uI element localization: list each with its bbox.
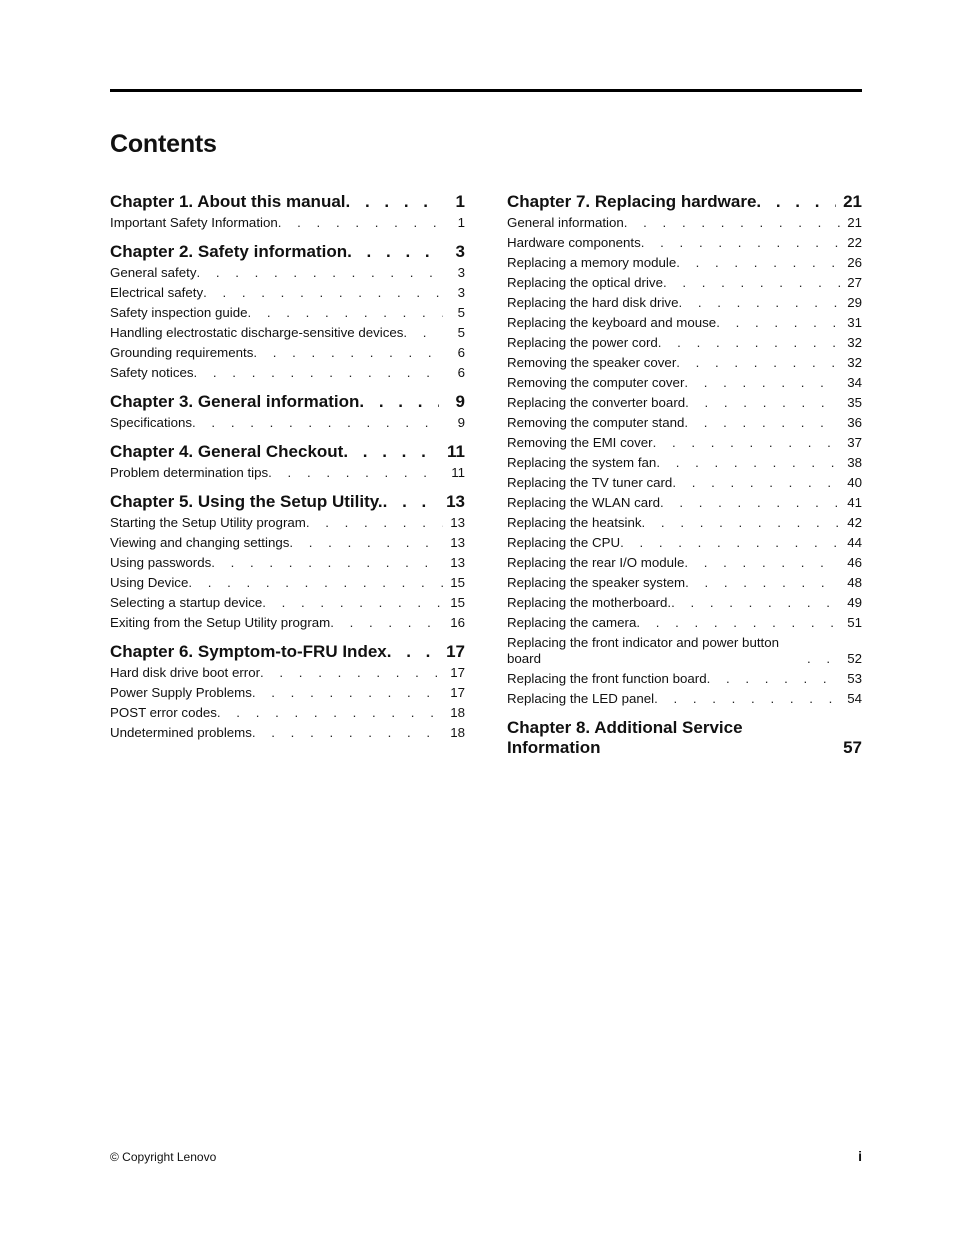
toc-entry-link[interactable] (507, 215, 862, 231)
toc-entry-link[interactable] (110, 575, 465, 591)
chapter-page-number: 13 (446, 492, 465, 511)
dot-leader (684, 555, 840, 571)
entry-title: POST error codes (110, 705, 217, 720)
toc-entry-link[interactable] (110, 305, 465, 321)
entry-title: Replacing the CPU (507, 535, 621, 550)
entry-title: Replacing the front indicator and power button board (507, 635, 780, 666)
dot-leader (678, 295, 840, 311)
chapter-entries (110, 265, 465, 381)
chapter-entries (110, 665, 465, 741)
chapter-page-number: 3 (455, 242, 465, 261)
toc-entry-link[interactable] (110, 665, 465, 681)
toc-entry-link[interactable] (110, 515, 465, 531)
chapter-heading-link[interactable] (110, 242, 465, 262)
entry-page-number: 53 (847, 671, 862, 686)
chapter-entries (110, 415, 465, 431)
toc-left-column (110, 192, 465, 752)
entry-page-number: 40 (847, 475, 862, 490)
entry-page-number: 31 (847, 315, 862, 330)
entry-title: Power Supply Problems (110, 685, 252, 700)
chapter-entries (110, 515, 465, 631)
dot-leader (278, 215, 443, 231)
entry-title: Replacing the hard disk drive (507, 295, 679, 310)
entry-page-number: 38 (847, 455, 862, 470)
entry-page-number: 49 (847, 595, 862, 610)
chapter-heading-link[interactable] (110, 442, 465, 462)
dot-leader (194, 365, 443, 381)
toc-chapter (507, 192, 862, 707)
toc-entry-link[interactable] (507, 515, 862, 531)
chapter-heading-link[interactable] (507, 718, 862, 758)
entry-title: Replacing the heatsink (507, 515, 642, 530)
entry-page-number: 36 (847, 415, 862, 430)
entry-page-number: 35 (847, 395, 862, 410)
entry-page-number: 27 (847, 275, 862, 290)
chapter-title: Chapter 7. Replacing hardware (507, 192, 757, 211)
dot-leader (685, 395, 840, 411)
entry-page-number: 22 (847, 235, 862, 250)
dot-leader (636, 615, 840, 631)
dot-leader (807, 651, 840, 667)
toc-entry-link[interactable] (110, 345, 465, 361)
toc-entry-link[interactable] (110, 465, 465, 481)
dot-leader (343, 442, 439, 462)
toc-entry-link[interactable] (507, 615, 862, 631)
entry-title: Removing the computer cover (507, 375, 685, 390)
dot-leader (260, 665, 443, 681)
dot-leader (660, 495, 840, 511)
toc-entry-link[interactable] (507, 495, 862, 511)
dot-leader (252, 685, 443, 701)
entry-title: Grounding requirements (110, 345, 254, 360)
dot-leader (330, 615, 443, 631)
entry-title: Replacing the front function board (507, 671, 707, 686)
toc-entry-link[interactable] (507, 295, 862, 311)
entry-page-number: 26 (847, 255, 862, 270)
entry-page-number: 44 (847, 535, 862, 550)
entry-title: Replacing the keyboard and mouse (507, 315, 717, 330)
entry-page-number: 41 (847, 495, 862, 510)
dot-leader (403, 325, 443, 341)
chapter-heading-link[interactable] (110, 392, 465, 412)
dot-leader (211, 555, 443, 571)
chapter-page-number: 17 (446, 642, 465, 661)
entry-title: Replacing the LED panel (507, 691, 655, 706)
dot-leader (684, 375, 840, 391)
toc-entry-link[interactable] (110, 615, 465, 631)
toc-entry-link[interactable] (507, 235, 862, 251)
page-footer (110, 1148, 862, 1164)
chapter-page-number: 11 (447, 442, 465, 461)
entry-title: Replacing the rear I/O module (507, 555, 685, 570)
chapter-page-number: 9 (455, 392, 465, 411)
dot-leader (248, 305, 444, 321)
entry-title: Using Device (110, 575, 189, 590)
toc-entry-link[interactable] (507, 435, 862, 451)
toc-entry-link[interactable] (110, 415, 465, 431)
entry-title: General safety (110, 265, 197, 280)
entry-page-number: 13 (450, 535, 465, 550)
footer-copyright: © Copyright Lenovo (110, 1150, 217, 1164)
dot-leader (188, 575, 443, 591)
toc-chapter (110, 392, 465, 431)
chapter-entries (110, 465, 465, 481)
toc-entry-link[interactable] (110, 595, 465, 611)
toc-chapter (110, 642, 465, 741)
entry-page-number: 17 (450, 665, 465, 680)
entry-title: Specifications (110, 415, 193, 430)
toc-entry-link[interactable] (110, 705, 465, 721)
entry-title: Electrical safety (110, 285, 204, 300)
chapter-title: Chapter 4. General Checkout (110, 442, 344, 461)
entry-page-number: 17 (450, 685, 465, 700)
dot-leader (217, 705, 443, 721)
entry-page-number: 6 (457, 345, 465, 360)
dot-leader (756, 192, 836, 212)
chapter-title: Chapter 2. Safety information (110, 242, 348, 261)
entry-page-number: 16 (450, 615, 465, 630)
toc-chapter (110, 442, 465, 481)
entry-title: Safety notices (110, 365, 194, 380)
toc-entry-link[interactable] (507, 635, 862, 667)
dot-leader (654, 691, 840, 707)
entry-title: Replacing the system fan (507, 455, 657, 470)
dot-leader (196, 265, 443, 281)
chapter-title: Chapter 8. Additional Service Information (507, 718, 743, 757)
toc-entry-link[interactable] (110, 265, 465, 281)
chapter-entries (110, 215, 465, 231)
entry-page-number: 3 (457, 265, 465, 280)
entry-page-number: 32 (847, 355, 862, 370)
entry-title: Replacing the TV tuner card (507, 475, 673, 490)
dot-leader (289, 535, 443, 551)
header-rule (110, 89, 862, 92)
entry-page-number: 9 (457, 415, 465, 430)
dot-leader (624, 215, 840, 231)
toc-entry-link[interactable] (507, 415, 862, 431)
toc-chapter (110, 492, 465, 631)
chapter-title: Chapter 3. General information (110, 392, 360, 411)
dot-leader (653, 435, 840, 451)
entry-page-number: 48 (847, 575, 862, 590)
entry-page-number: 15 (450, 595, 465, 610)
entry-page-number: 13 (450, 515, 465, 530)
entry-page-number: 1 (457, 215, 465, 230)
dot-leader (203, 285, 443, 301)
dot-leader (658, 335, 840, 351)
dot-leader (656, 455, 840, 471)
page-title: Contents (110, 130, 217, 158)
dot-leader (641, 235, 840, 251)
entry-title: Replacing the optical drive (507, 275, 663, 290)
dot-leader (383, 492, 439, 512)
dot-leader (192, 415, 443, 431)
entry-page-number: 5 (457, 305, 465, 320)
toc-entry-link[interactable] (507, 555, 862, 571)
toc-entry-link[interactable] (110, 555, 465, 571)
entry-page-number: 54 (847, 691, 862, 706)
entry-page-number: 5 (457, 325, 465, 340)
toc-entry-link[interactable] (507, 335, 862, 351)
entry-title: Handling electrostatic discharge-sensitive devices (110, 325, 404, 340)
toc-entry-link[interactable] (507, 275, 862, 291)
toc-entry-link[interactable] (507, 455, 862, 471)
dot-leader (387, 642, 439, 662)
entry-page-number: 21 (847, 215, 862, 230)
toc-entry-link[interactable] (110, 685, 465, 701)
toc-entry-link[interactable] (507, 375, 862, 391)
toc-right-column (507, 192, 862, 769)
dot-leader (663, 275, 840, 291)
dot-leader (642, 515, 840, 531)
chapter-heading-link[interactable] (507, 192, 862, 212)
entry-title: Replacing the WLAN card (507, 495, 660, 510)
entry-title: Hard disk drive boot error (110, 665, 261, 680)
toc-entry-link[interactable] (110, 535, 465, 551)
toc-entry-link[interactable] (507, 595, 862, 611)
entry-title: Safety inspection guide (110, 305, 248, 320)
dot-leader (685, 575, 840, 591)
dot-leader (676, 355, 840, 371)
toc-entry-link[interactable] (507, 475, 862, 491)
dot-leader (707, 671, 840, 687)
toc-chapter (507, 718, 862, 758)
entry-page-number: 6 (457, 365, 465, 380)
dot-leader (268, 465, 443, 481)
chapter-page-number: 57 (843, 738, 862, 757)
dot-leader (306, 515, 443, 531)
entry-page-number: 51 (847, 615, 862, 630)
toc-entry-link[interactable] (110, 725, 465, 741)
entry-title: Replacing the camera (507, 615, 637, 630)
entry-title: Problem determination tips (110, 465, 269, 480)
toc-entry-link[interactable] (507, 315, 862, 331)
toc-entry-link[interactable] (110, 325, 465, 341)
entry-page-number: 18 (450, 705, 465, 720)
toc-entry-link[interactable] (507, 671, 862, 687)
entry-title: Replacing the speaker system (507, 575, 686, 590)
toc-entry-link[interactable] (507, 255, 862, 271)
entry-page-number: 46 (847, 555, 862, 570)
dot-leader (671, 595, 840, 611)
chapter-heading-link[interactable] (110, 642, 465, 662)
page-number: i (858, 1148, 862, 1164)
entry-title: Removing the speaker cover (507, 355, 677, 370)
dot-leader (253, 345, 443, 361)
chapter-title: Chapter 1. About this manual (110, 192, 346, 211)
entry-title: Exiting from the Setup Utility program (110, 615, 331, 630)
chapter-title: Chapter 5. Using the Setup Utility. (110, 492, 383, 511)
entry-page-number: 32 (847, 335, 862, 350)
dot-leader (672, 475, 840, 491)
toc-entry-link[interactable] (507, 575, 862, 591)
entry-page-number: 29 (847, 295, 862, 310)
chapter-entries (507, 215, 862, 707)
toc-entry-link[interactable] (507, 535, 862, 551)
entry-page-number: 37 (847, 435, 862, 450)
toc-entry-link[interactable] (110, 285, 465, 301)
chapter-heading-link[interactable] (110, 492, 465, 512)
entry-title: Selecting a startup device (110, 595, 263, 610)
entry-page-number: 52 (847, 651, 862, 666)
entry-title: Replacing the power cord (507, 335, 658, 350)
dot-leader (262, 595, 443, 611)
entry-title: Hardware components (507, 235, 641, 250)
entry-page-number: 18 (450, 725, 465, 740)
entry-page-number: 3 (457, 285, 465, 300)
entry-page-number: 11 (451, 465, 465, 480)
entry-title: Starting the Setup Utility program (110, 515, 306, 530)
dot-leader (676, 255, 840, 271)
entry-page-number: 34 (847, 375, 862, 390)
entry-title: Important Safety Information (110, 215, 278, 230)
chapter-heading-link[interactable] (110, 192, 465, 212)
dot-leader (346, 192, 439, 212)
entry-title: Replacing the converter board (507, 395, 686, 410)
entry-title: Viewing and changing settings (110, 535, 290, 550)
chapter-title: Chapter 6. Symptom-to-FRU Index (110, 642, 387, 661)
entry-title: Replacing a memory module (507, 255, 677, 270)
dot-leader (716, 315, 840, 331)
toc-entry-link[interactable] (507, 395, 862, 411)
toc-entry-link[interactable] (110, 215, 465, 231)
entry-page-number: 15 (450, 575, 465, 590)
entry-title: General information (507, 215, 624, 230)
dot-leader (359, 392, 439, 412)
toc-chapter (110, 242, 465, 381)
entry-title: Removing the computer stand (507, 415, 685, 430)
dot-leader (347, 242, 439, 262)
entry-title: Undetermined problems (110, 725, 252, 740)
toc-entry-link[interactable] (507, 691, 862, 707)
entry-title: Using passwords (110, 555, 212, 570)
chapter-page-number: 1 (455, 192, 465, 211)
toc-chapter (110, 192, 465, 231)
dot-leader (620, 535, 840, 551)
dot-leader (684, 415, 840, 431)
toc-entry-link[interactable] (110, 365, 465, 381)
dot-leader (252, 725, 443, 741)
entry-title: Removing the EMI cover (507, 435, 653, 450)
entry-title: Replacing the motherboard. (507, 595, 672, 610)
entry-page-number: 13 (450, 555, 465, 570)
chapter-page-number: 21 (843, 192, 862, 211)
entry-page-number: 42 (847, 515, 862, 530)
toc-entry-link[interactable] (507, 355, 862, 371)
